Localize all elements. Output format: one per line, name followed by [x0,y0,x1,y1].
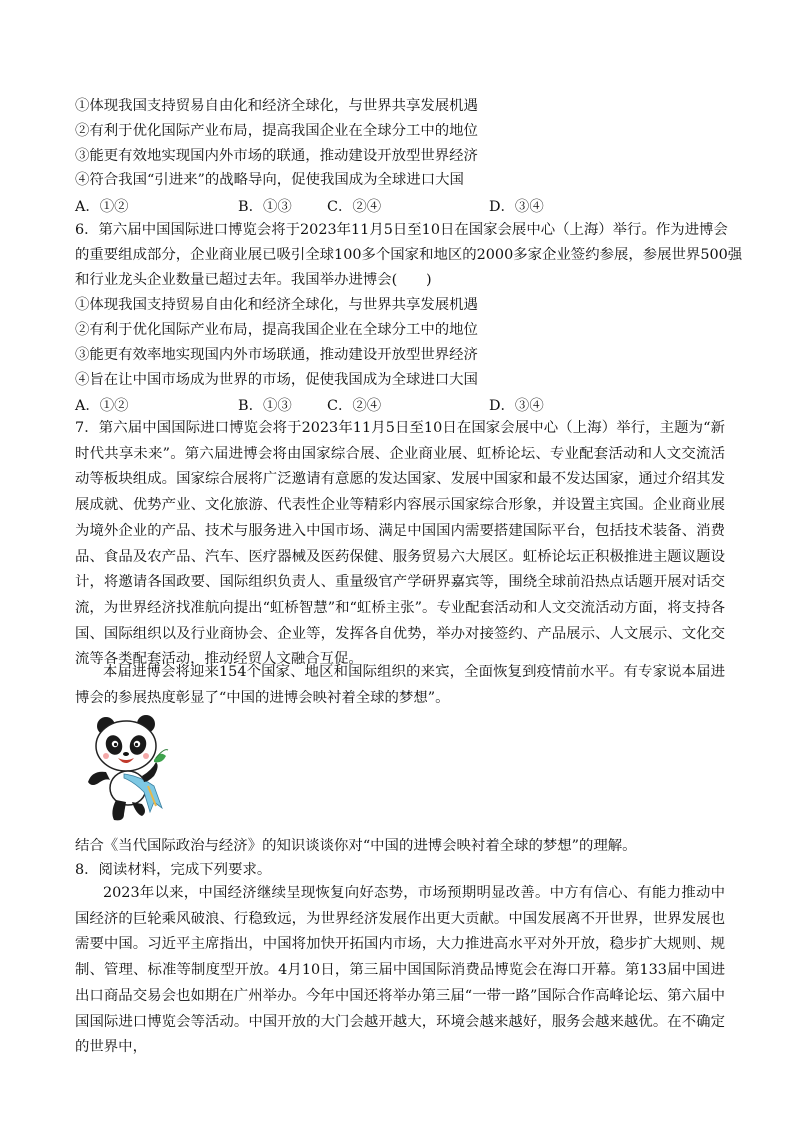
q7-material: 7．第六届中国国际进口博览会将于2023年11月5日至10日在国家会展中心（上海）举行，主题为“新时代共享未来”。第六届进博会将由国家综合展、企业商业展、虹桥论坛、专业配套活动和人文交流活动等板块组成。国家综合展将广泛邀请有意愿的发达国家、发展中国家和最不发达国家，通过介绍其发展成就、优势产业、文化旅游、代表性企业等精彩内容展示国家综合形象，并设置主宾国。企业商业展为境外企业的产品、技术与服务进入中国市场、满足中国国内需要搭建国际平台，包括技术装备、消费品、食品及农产品、汽车、医疗器械及医药保健、服务贸易六大展区。虹桥论坛正积极推进主题议题设计，将邀请各国政要、国际组织负责人、重量级官产学研界嘉宾等，围绕全球前沿热点话题开展对话交流，为世界经济找准航向提出“虹桥智慧”和“虹桥主张”。专业配套活动和人文交流活动方面，将支持各国、国际组织以及行业商协会、企业等，发挥各自优势，举办对接签约、产品展示、人文展示、文化交流等各类配套活动，推动经贸人文融合互促。 [75,420,725,668]
q5-statement-4: ④符合我国“引进来”的战略导向，促使我国成为全球进口大国 [75,172,464,188]
q6-stem-line-1: 6．第六届中国国际进口博览会将于2023年11月5日至10日在国家会展中心（上海）举行。作为进博会 [75,222,728,238]
q6-statement-4: ④旨在让中国市场成为世界的市场，促使我国成为全球进口大国 [75,372,478,388]
q6-option-d: D．③④ [489,398,544,414]
q6-option-a: A．①② [75,398,129,414]
q8-stem: 8．阅读材料，完成下列要求。 [75,862,272,878]
q6-options [75,394,725,416]
q5-statement-2: ②有利于优化国际产业布局，提高我国企业在全球分工中的地位 [75,123,478,139]
q6-statement-3: ③能更有效率地实现国内外市场联通，推动建设开放型世界经济 [75,347,478,363]
q7-paragraph-2: 本届进博会将迎来154个国家、地区和国际组织的来宾，全面恢复到疫情前水平。有专家说本届进博会的参展热度彰显了“中国的进博会映衬着全球的梦想”。 [75,664,725,706]
q6-stem-line-3: 和行业龙头企业数量已超过去年。我国举办进博会( ) [75,272,432,288]
q5-statement-1: ①体现我国支持贸易自由化和经济全球化，与世界共享发展机遇 [75,98,478,114]
q7-question: 结合《当代国际政治与经济》的知识谈谈你对“中国的进博会映衬着全球的梦想”的理解。 [75,838,637,854]
q5-statement-3: ③能更有效地实现国内外市场的联通，推动建设开放型世界经济 [75,148,478,164]
q6-stem-line-2: 的重要组成部分，企业商业展已吸引全球100多个国家和地区的2000多家企业签约参展，参展世界500强 [75,247,743,263]
q5-option-a: A．①② [75,199,129,215]
q5-option-b: B．①③ [238,199,292,215]
q5-option-c: C．②④ [327,199,382,215]
q5-options [75,195,725,217]
q8-material: 2023年以来，中国经济继续呈现恢复向好态势，市场预期明显改善。中方有信心、有能力推动中国经济的巨轮乘风破浪、行稳致远，为世界经济发展作出更大贡献。中国发展离不开世界，世界发展也需要中国。习近平主席指出，中国将加快开拓国内市场，大力推进高水平对外开放，稳步扩大规则、规制、管理、标准等制度型开放。4月10日，第三届中国国际消费品博览会在海口开幕。第133届中国进出口商品交易会也如期在广州举办。今年中国还将举办第三届“一带一路”国际合作高峰论坛、第六届中国国际进口博览会等活动。中国开放的大门会越开越大，环境会越来越好，服务会越来越优。在不确定的世界中， [75,885,725,1056]
q6-option-c: C．②④ [327,398,382,414]
q6-statement-2: ②有利于优化国际产业布局，提高我国企业在全球分工中的地位 [75,322,478,338]
q6-option-b: B．①③ [238,398,292,414]
q6-statement-1: ①体现我国支持贸易自由化和经济全球化，与世界共享发展机遇 [75,297,478,313]
q5-option-d: D．③④ [489,199,544,215]
mascot-panda-image [84,712,172,824]
